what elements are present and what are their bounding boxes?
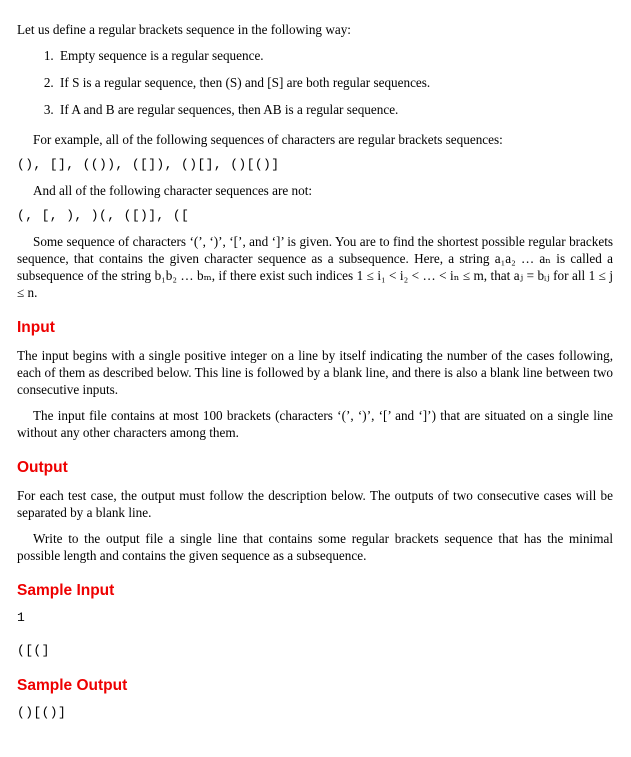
input-section-title: Input xyxy=(17,319,55,336)
input-paragraph-1: The input begins with a single positive integer on a line by itself indicating the number of the cases following, each of them as described below. This line is followed by a blank line, and there is also a blank line between two consecutive inputs. xyxy=(17,348,613,397)
rule-item-2: 2. If S is a regular sequence, then (S) and [S] are both regular sequences. xyxy=(57,74,613,91)
regular-examples-line: (), [], (()), ([]), ()[], ()[()] xyxy=(17,157,280,172)
output-section-title: Output xyxy=(17,459,68,476)
rule-item-3: 3. If A and B are regular sequences, then AB is a regular sequence. xyxy=(57,101,613,118)
output-paragraph-1: For each test case, the output must follow the description below. The outputs of two consecutive cases will be separated by a blank line. xyxy=(17,488,613,520)
rule-item-1: 1. Empty sequence is a regular sequence. xyxy=(57,47,613,64)
regular-examples-intro: For example, all of the following sequences of characters are regular brackets sequences: xyxy=(33,132,503,147)
input-paragraph-2: The input file contains at most 100 brackets (characters ‘(’, ‘)’, ‘[’ and ‘]’) that are situated on a single line without any other characters among them. xyxy=(17,408,613,440)
sample-input-section-title: Sample Input xyxy=(17,582,115,599)
sample-input-line-1: 1 xyxy=(17,610,26,625)
sample-input-line-2: ([(] xyxy=(17,643,50,658)
rules-list xyxy=(17,47,613,118)
task-paragraph: Some sequence of characters ‘(’, ‘)’, ‘[’, and ‘]’ is given. You are to find the shortest possible regular brackets sequence, that contains the given character sequence as a subsequence. Here, a string a₁a₂ … aₙ is called a subsequence of the string b₁b₂ … bₘ, if there exist such indices 1 ≤ i₁ < i₂ < … < iₙ ≤ m, that aⱼ = bᵢⱼ for all 1 ≤ j ≤ n. xyxy=(17,234,613,300)
sample-output-section-title: Sample Output xyxy=(17,677,128,694)
sample-output-line: ()[()] xyxy=(17,705,67,720)
intro-paragraph: Let us define a regular brackets sequence in the following way: xyxy=(17,22,351,37)
output-paragraph-2: Write to the output file a single line that contains some regular brackets sequence that has the minimal possible length and contains the given sequence as a subsequence. xyxy=(17,531,613,563)
non-regular-examples-line: (, [, ), )(, ([)], ([ xyxy=(17,208,190,223)
non-regular-examples-intro: And all of the following character sequences are not: xyxy=(33,183,313,198)
